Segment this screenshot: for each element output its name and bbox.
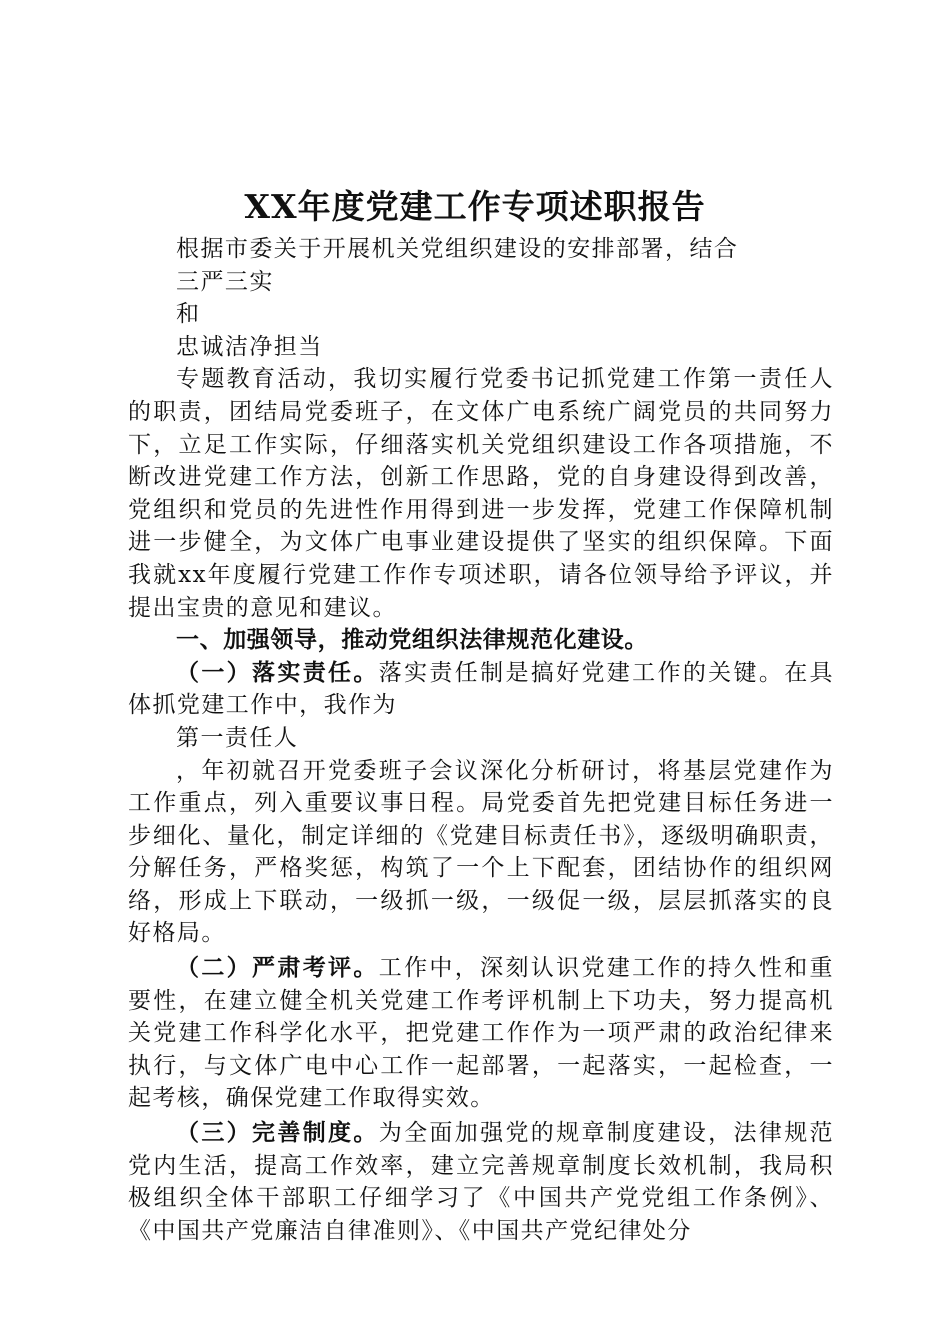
- section-heading-1: 一、加强领导，推动党组织法律规范化建设。: [176, 626, 648, 654]
- paragraph-intro-line4: 忠诚洁净担当: [176, 333, 323, 360]
- subsection-1: [128, 657, 834, 722]
- subsection-1-lead: （一）落实责任。: [176, 658, 379, 686]
- subsection-1-text2: ，年初就召开党委班子会议深化分析研讨，将基层党建作为工作重点，列入重要议事日程。局党委首先把党建目标任务进一步细化、量化，制定详细的《党建目标责任书》，逐级明确职责，分解任务，严格奖惩，构筑了一个上下配套，团结协作的组织网络，形成上下联动，一级抓一级，一级促一级，层层抓落实的良好格局。: [128, 757, 834, 947]
- paragraph-intro-line3: 和: [176, 301, 201, 328]
- paragraph-intro-body: 专题教育活动，我切实履行党委书记抓党建工作第一责任人的职责，团结局党委班子，在文体广电系统广阔党员的共同努力下，立足工作实际，仔细落实机关党组织建设工作各项措施，不断改进党建工作方法，创新工作思路，党的自身建设得到改善，党组织和党员的先进性作用得到进一步发挥，党建工作保障机制进一步健全，为文体广电事业建设提供了坚实的组织保障。下面我就xx年度履行党建工作作专项述职，请各位领导给予评议，并提出宝贵的意见和建议。: [128, 366, 834, 621]
- subsection-1-text: 落实责任制是搞好党建工作的关键。在具体抓党建工作中，我作为: [128, 659, 834, 719]
- subsection-3: [128, 1117, 834, 1247]
- subsection-3-text: 为全面加强党的规章制度建设，法律规范党内生活，提高工作效率，建立完善规章制度长效机制，我局积极组织全体干部职工仔细学习了《中国共产党党组工作条例》、《中国共产党廉洁自律准则》、《中国共产党纪律处分: [128, 1120, 834, 1244]
- subsection-2-lead: （二）严肃考评。: [176, 954, 379, 982]
- document-body: [128, 233, 834, 1247]
- subsection-3-lead: （三）完善制度。: [176, 1119, 379, 1147]
- paragraph-intro-line1: 根据市委关于开展机关党组织建设的安排部署，结合: [176, 236, 739, 262]
- subsection-2: [128, 952, 834, 1115]
- subsection-1-line2: 第一责任人: [176, 724, 299, 751]
- subsection-2-text: 工作中，深刻认识党建工作的持久性和重要性，在建立健全机关党建工作考评机制上下功夫，努力提高机关党建工作科学化水平，把党建工作作为一项严肃的政治纪律来执行，与文体广电中心工作一起部署，一起落实，一起检查，一起考核，确保党建工作取得实效。: [128, 955, 834, 1112]
- document-title: XX年度党建工作专项述职报告: [244, 187, 706, 226]
- paragraph-intro-line2: 三严三实: [176, 268, 274, 295]
